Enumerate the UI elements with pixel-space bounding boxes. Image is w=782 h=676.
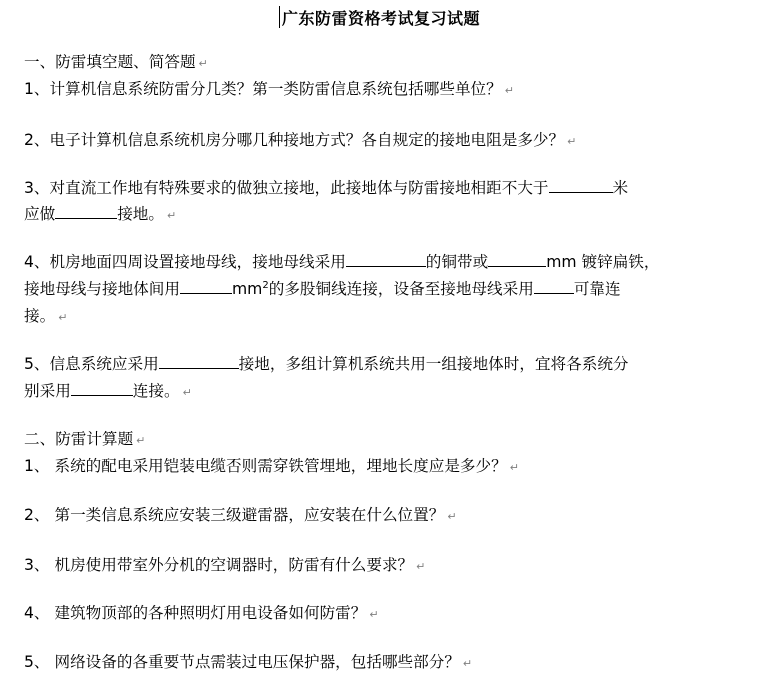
section2-heading: 二、防雷计算题 ↵ <box>24 430 146 448</box>
section2-question-4: 4、 建筑物顶部的各种照明灯用电设备如何防雷？ ↵ <box>24 604 379 622</box>
section1-question-5-line1: 5、信息系统应采用 接地，多组计算机系统共用一组接地体时，宜将各系统分 <box>24 355 629 373</box>
document-title: 广东防雷资格考试复习试题 <box>282 8 481 28</box>
section2-question-2: 2、 第一类信息系统应安装三级避雷器，应安装在什么位置？ ↵ <box>24 506 457 524</box>
section1-question-1: 1、计算机信息系统防雷分几类？第一类防雷信息系统包括哪些单位？ ↵ <box>24 80 514 98</box>
title-row <box>279 4 480 30</box>
paragraph-mark-icon: ↵ <box>447 510 457 523</box>
section1-question-2: 2、电子计算机信息系统机房分哪几种接地方式？各自规定的接地电阻是多少？ ↵ <box>24 131 577 149</box>
paragraph-mark-icon: ↵ <box>369 608 379 621</box>
paragraph-mark-icon: ↵ <box>504 84 514 97</box>
text-cursor <box>279 6 280 28</box>
paragraph-mark-icon: ↵ <box>136 434 146 447</box>
section2-question-1: 1、 系统的配电采用铠装电缆否则需穿铁管埋地，埋地长度应是多少？ ↵ <box>24 457 519 475</box>
paragraph-mark-icon: ↵ <box>58 311 68 324</box>
section2-question-3: 3、 机房使用带室外分机的空调器时，防雷有什么要求？ ↵ <box>24 556 426 574</box>
section1-question-3-line1: 3、对直流工作地有特殊要求的做独立接地，此接地体与防雷接地相距不大于 米 <box>24 179 629 197</box>
section1-question-4-line1: 4、机房地面四周设置接地母线，接地母线采用 的铜带或 mm 镀锌扁铁， <box>24 253 660 271</box>
fill-blank <box>180 279 232 294</box>
section1-question-4-line2: 接地母线与接地体间用 $mm^2$的多股铜线连接，设备至接地母线采用 可靠连 <box>24 279 621 298</box>
paragraph-mark-icon: ↵ <box>416 560 426 573</box>
section1-heading: 一、防雷填空题、简答题 ↵ <box>24 53 208 71</box>
fill-blank <box>346 252 426 267</box>
paragraph-mark-icon: ↵ <box>509 461 519 474</box>
section1-question-4-line3: 接。 ↵ <box>24 307 68 325</box>
paragraph-mark-icon: ↵ <box>567 135 577 148</box>
paragraph-mark-icon: ↵ <box>462 657 473 670</box>
fill-blank <box>55 204 117 219</box>
paragraph-mark-icon: ↵ <box>198 57 208 70</box>
section1-question-3-line2: 应做 接地。 ↵ <box>24 205 177 223</box>
paragraph-mark-icon: ↵ <box>182 386 192 399</box>
fill-blank <box>549 178 613 193</box>
fill-blank <box>488 252 546 267</box>
section1-question-5-line2: 别采用 连接。 ↵ <box>24 382 192 400</box>
section2-question-5: 5、 网络设备的各重要节点需装过电压保护器，包括哪些部分？ ↵ <box>24 653 473 671</box>
fill-blank <box>534 279 574 294</box>
paragraph-mark-icon: ↵ <box>167 209 177 222</box>
fill-blank <box>71 381 133 396</box>
fill-blank <box>159 354 239 369</box>
